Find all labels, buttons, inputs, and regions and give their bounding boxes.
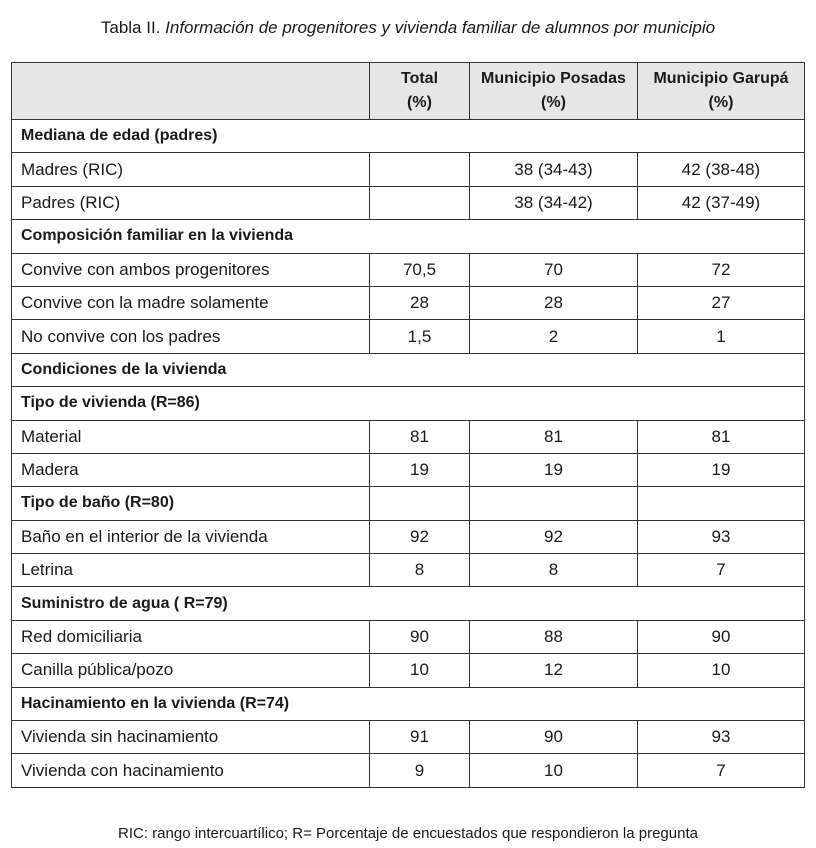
table-row [12,453,805,486]
header-total [370,63,470,120]
cell-posadas: 8 [470,554,638,587]
section-row [12,687,805,720]
table-row [12,320,805,353]
caption-label: Tabla II. [100,18,161,37]
table-row [12,620,805,653]
cell-total: 28 [370,286,470,319]
cell-posadas: 81 [470,420,638,453]
table-row [12,721,805,754]
header-empty [12,63,370,120]
header-garupa-label: Municipio Garupá [653,70,789,87]
section-label: Hacinamiento en la vivienda (R=74) [12,687,805,720]
cell-posadas: 92 [470,520,638,553]
empty-cell [638,487,805,520]
cell-total [370,153,470,186]
row-label: Vivienda con hacinamiento [12,754,370,787]
section-label: Tipo de baño (R=80) [12,487,370,520]
section-label: Composición familiar en la vivienda [12,220,805,253]
cell-posadas: 2 [470,320,638,353]
cell-garupa: 72 [638,253,805,286]
row-label: Convive con la madre solamente [12,286,370,319]
cell-total: 92 [370,520,470,553]
cell-garupa: 42 (38-48) [638,153,805,186]
cell-garupa: 93 [638,721,805,754]
header-garupa [638,63,805,120]
table-row [12,186,805,219]
section-row [12,387,805,420]
table-row [12,554,805,587]
cell-posadas: 90 [470,721,638,754]
table-row [12,153,805,186]
cell-total: 19 [370,453,470,486]
header-posadas-unit: (%) [541,94,566,111]
row-label: Baño en el interior de la vivienda [12,520,370,553]
row-label: Material [12,420,370,453]
row-label: Vivienda sin hacinamiento [12,721,370,754]
cell-garupa: 27 [638,286,805,319]
cell-total: 91 [370,721,470,754]
cell-garupa: 93 [638,520,805,553]
section-label: Mediana de edad (padres) [12,120,805,153]
section-row [12,587,805,620]
section-row [12,220,805,253]
cell-posadas: 38 (34-43) [470,153,638,186]
table-footnote: RIC: rango intercuartílico; R= Porcentaje de encuestados que respondieron la pregunta [118,825,698,842]
cell-posadas: 12 [470,654,638,687]
cell-posadas: 10 [470,754,638,787]
header-posadas [470,63,638,120]
row-label: Red domiciliaria [12,620,370,653]
row-label: Letrina [12,554,370,587]
cell-garupa: 7 [638,754,805,787]
header-posadas-label: Municipio Posadas [481,70,626,87]
cell-posadas: 38 (34-42) [470,186,638,219]
section-label: Tipo de vivienda (R=86) [12,387,805,420]
section-row [12,353,805,386]
table-row [12,286,805,319]
table-row [12,754,805,787]
cell-garupa: 81 [638,420,805,453]
cell-total: 1,5 [370,320,470,353]
cell-total: 90 [370,620,470,653]
section-label: Condiciones de la vivienda [12,353,805,386]
cell-garupa: 1 [638,320,805,353]
row-label: No convive con los padres [12,320,370,353]
header-total-unit: (%) [407,94,432,111]
table-row [12,420,805,453]
empty-cell [370,487,470,520]
cell-total: 70,5 [370,253,470,286]
cell-posadas: 88 [470,620,638,653]
cell-posadas: 28 [470,286,638,319]
cell-posadas: 70 [470,253,638,286]
table-row [12,520,805,553]
row-label: Madera [12,453,370,486]
cell-total: 10 [370,654,470,687]
header-garupa-unit: (%) [708,94,734,111]
caption-title: Información de progenitores y vivienda familiar de alumnos por municipio [165,18,716,37]
table-row [12,253,805,286]
header-total-label: Total [400,70,439,87]
table-row [12,654,805,687]
cell-total: 9 [370,754,470,787]
cell-garupa: 90 [638,620,805,653]
cell-garupa: 42 (37-49) [638,186,805,219]
data-table [11,62,805,788]
cell-garupa: 7 [638,554,805,587]
section-row [12,120,805,153]
row-label: Canilla pública/pozo [12,654,370,687]
row-label: Padres (RIC) [12,186,370,219]
cell-posadas: 19 [470,453,638,486]
cell-total [370,186,470,219]
cell-total: 81 [370,420,470,453]
section-row [12,487,805,520]
cell-total: 8 [370,554,470,587]
table-caption [0,16,816,40]
header-row [12,63,805,120]
empty-cell [470,487,638,520]
row-label: Convive con ambos progenitores [12,253,370,286]
row-label: Madres (RIC) [12,153,370,186]
cell-garupa: 19 [638,453,805,486]
section-label: Suministro de agua ( R=79) [12,587,805,620]
cell-garupa: 10 [638,654,805,687]
